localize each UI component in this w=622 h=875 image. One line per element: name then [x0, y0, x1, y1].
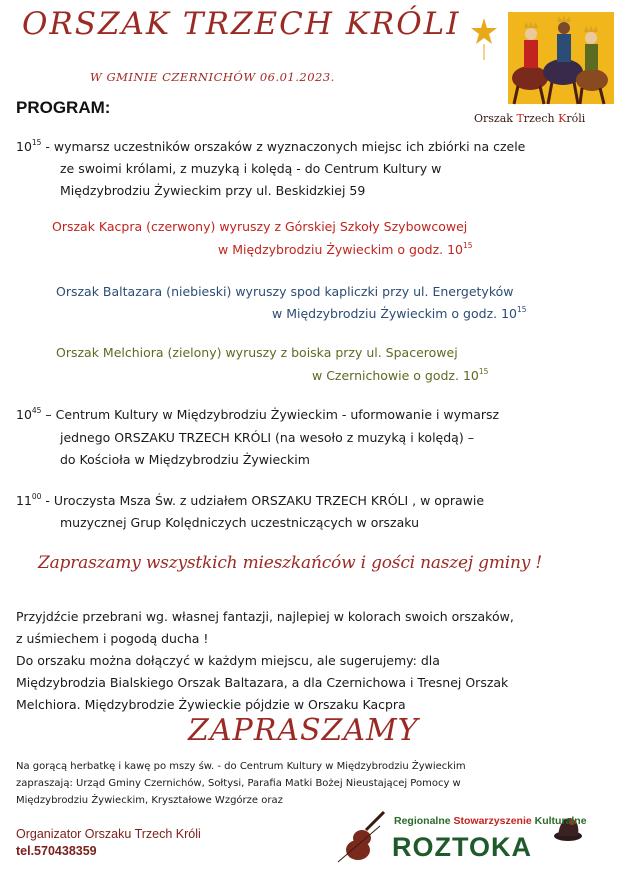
schedule-item-2-line-1: [16, 404, 499, 425]
roztoka-name: ROZTOKA: [392, 832, 532, 862]
roztoka-tagline-2: Stowarzyszenie: [453, 815, 535, 827]
orszak-logo: [468, 12, 614, 128]
schedule-text: - Uroczysta Msza Św. z udziałem ORSZAKU TRZECH KRÓLI , w oprawie: [41, 493, 485, 508]
schedule-text: - wymarsz uczestników orszaków z wyznaczonych miejsc ich zbiórki na czele: [41, 139, 526, 154]
three-kings-icon: [468, 12, 614, 128]
program-heading: PROGRAM:: [16, 98, 111, 117]
footer-line: zapraszają: Urząd Gminy Czernichów, Sołtysi, Parafia Matki Bożej Nieustającej Pomocy w: [16, 778, 461, 789]
procession-text: w Czernichowie o godz. 10: [312, 368, 479, 383]
footer-line: Międzybrodziu Żywieckim, Kryształowe Wzgórze oraz: [16, 795, 283, 806]
svg-text:Regionalne Stowarzyszenie Kult: [394, 815, 587, 827]
schedule-item-3-line-1: [16, 490, 484, 511]
procession-time-minutes: 15: [462, 241, 473, 250]
poster-title: ORSZAK TRZECH KRÓLI: [22, 6, 461, 42]
schedule-time: 10: [16, 407, 32, 422]
schedule-text: – Centrum Kultury w Międzybrodziu Żywieckim - uformowanie i wymarsz: [41, 407, 500, 422]
schedule-item-1-line-3: Międzybrodziu Żywieckim przy ul. Beskidzkiej 59: [60, 183, 366, 198]
procession-time-minutes: 15: [516, 305, 527, 314]
procession-text: w Międzybrodziu Żywieckim o godz. 10: [272, 306, 517, 321]
footer-note: [16, 758, 466, 809]
procession-melchior-line-1: Orszak Melchiora (zielony) wyruszy z boiska przy ul. Spacerowej: [56, 345, 458, 360]
schedule-item-3-line-2: muzycznej Grup Kolędniczych uczestniczących w orszaku: [60, 515, 420, 530]
roztoka-tagline-1: Regionalne: [394, 815, 454, 827]
body-line: z uśmiechem i pogodą ducha !: [16, 631, 209, 646]
body-line: Do orszaku można dołączyć w każdym miejscu, ale sugerujemy: dla: [16, 653, 440, 668]
schedule-time-minutes: 45: [31, 406, 42, 415]
organizer-label: Organizator Orszaku Trzech Króli: [16, 827, 201, 841]
procession-time-minutes: 15: [478, 367, 489, 376]
logo-caption-1: Orszak: [474, 112, 517, 125]
invitation-slogan: Zapraszamy wszystkich mieszkańców i gości naszej gminy !: [38, 553, 543, 573]
logo-caption-4: K: [558, 112, 567, 125]
schedule-time-minutes: 00: [31, 492, 42, 501]
procession-text: w Międzybrodziu Żywieckim o godz. 10: [218, 242, 463, 257]
procession-kacper-line-1: Orszak Kacpra (czerwony) wyruszy z Górskiej Szkoły Szybowcowej: [52, 219, 468, 234]
body-line: Przyjdźcie przebrani wg. własnej fantazji, najlepiej w kolorach swoich orszaków,: [16, 609, 514, 624]
invite-heading: ZAPRASZAMY: [188, 713, 419, 748]
procession-melchior-line-2: [312, 365, 488, 386]
organizer-block: [16, 826, 201, 860]
procession-baltazar-line-2: [272, 303, 527, 324]
roztoka-logo: [332, 808, 588, 868]
body-paragraph: [16, 606, 514, 716]
schedule-item-2-line-3: do Kościoła w Międzybrodziu Żywieckim: [60, 452, 310, 467]
schedule-time-minutes: 15: [31, 138, 42, 147]
poster-subtitle: W GMINIE CZERNICHÓW 06.01.2023.: [90, 70, 335, 84]
svg-text:Orszak Trzech Króli: [474, 112, 586, 125]
procession-kacper-line-2: [218, 239, 473, 260]
logo-caption-5: róli: [566, 112, 586, 125]
footer-line: Na gorącą herbatkę i kawę po mszy św. - do Centrum Kultury w Międzybrodziu Żywieckim: [16, 761, 466, 772]
schedule-time: 10: [16, 139, 32, 154]
schedule-item-1-line-1: [16, 136, 525, 157]
schedule-item-2-line-2: jednego ORSZAKU TRZECH KRÓLI (na wesoło z muzyką i kolędą) –: [60, 430, 474, 445]
organizer-phone: tel.570438359: [16, 844, 97, 858]
schedule-time: 11: [16, 493, 32, 508]
roztoka-tagline-3: Kulturalne: [534, 815, 587, 827]
violin-icon: [332, 808, 588, 868]
procession-baltazar-line-1: Orszak Baltazara (niebieski) wyruszy spod kapliczki przy ul. Energetyków: [56, 284, 514, 299]
body-line: Melchiora. Międzybrodzie Żywieckie pójdzie w Orszaku Kacpra: [16, 697, 406, 712]
body-line: Międzybrodzia Bialskiego Orszak Baltazara, a dla Czernichowa i Tresnej Orszak: [16, 675, 509, 690]
schedule-item-1-line-2: ze swoimi królami, z muzyką i kolędą - do Centrum Kultury w: [60, 161, 442, 176]
logo-caption-3: rzech: [523, 112, 559, 125]
logo-caption-2: T: [516, 112, 524, 125]
